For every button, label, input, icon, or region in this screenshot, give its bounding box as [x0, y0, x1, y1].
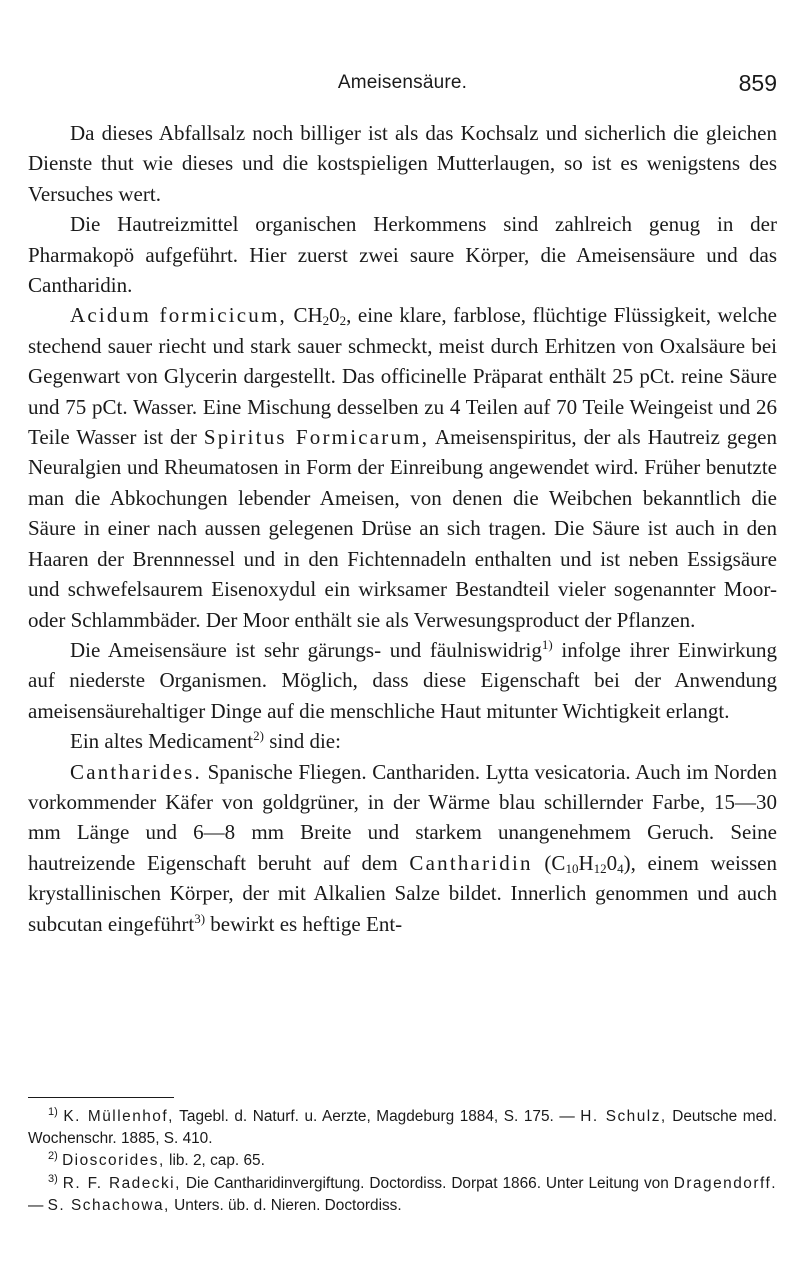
footnote-author: H. Schulz, — [580, 1108, 667, 1125]
formula-part: ), — [623, 850, 636, 875]
footnote-author: Dioscorides, — [62, 1152, 165, 1170]
footnote-reference[interactable]: 3) — [194, 910, 206, 926]
footnote-1 — [28, 1106, 777, 1150]
paragraph-text: Die Ameisensäure ist sehr gärungs- und fäulniswidrig — [70, 637, 542, 662]
running-title: Ameisensäure. — [337, 72, 468, 93]
book-page — [28, 0, 777, 1271]
drug-name-spiritus-formicarum: Spiritus Formicarum, — [203, 425, 430, 450]
formula-subscript: 2 — [322, 313, 330, 329]
formula-subscript: 4 — [617, 860, 624, 876]
footnote-text: Tagebl. d. Naturf. u. Aerzte, Magdeburg 1884, S. 175. — — [173, 1108, 581, 1125]
footnote-text: Deutsche med. Wochenschr. 1885, S. 410. — [28, 1108, 777, 1148]
footnote-author: S. Schachowa, — [47, 1196, 170, 1214]
footnote-marker-label: 2) — [48, 1150, 58, 1163]
footnote-reference[interactable]: 2) — [253, 728, 264, 744]
paragraph-text: Ein altes Medicament — [70, 729, 254, 754]
paragraph-text: Die Hautreizmittel organischen Herkommens sind zahlreich genug in der Pharmakopö aufgeführt. Hier zuerst zwei saure Körper, die Ameisensäure und das Cantharidin. — [28, 212, 777, 298]
paragraph-text: einem weissen krystallinischen Körper, der mit Alkalien Salze bildet. Innerlich genommen und auch subcutan eingeführt — [28, 850, 778, 936]
footnote-text: Die Cantharidinvergiftung. Doctordiss. Dorpat 1866. Unter Leitung von — [180, 1174, 674, 1192]
footnote-author: K. Müllenhof, — [63, 1108, 174, 1125]
footnote-divider — [28, 1097, 174, 1098]
paragraph-text: , eine klare, farblose, flüchtige Flüssigkeit, welche stechend sauer riecht und stark sauer schmeckt, meist durch Erhitzen von Oxalsäure bei Gegenwart von Glycerin dargestellt. Das officinelle Präparat enthält 25 pCt. reine Säure und 75 pCt. Wasser. Eine Mischung desselben zu 4 Teilen auf 70 Teile Weingeist und 26 Teile Wasser ist der — [28, 303, 777, 450]
footnote-text: Unters. üb. d. Nieren. Doctordiss. — [169, 1196, 402, 1214]
footnote-text: — — [28, 1196, 48, 1214]
footnote-text: lib. 2, cap. 65. — [164, 1152, 265, 1170]
footnote-2 — [28, 1150, 777, 1172]
paragraph-text: infolge ihrer Einwirkung auf niederste Organismen. Möglich, dass diese Eigenschaft bei der Anwendung ameisensäurehaltiger Dinge auf die menschliche Haut mitunter Wichtigkeit erlangt. — [28, 637, 777, 723]
drug-name-acidum-formicicum: Acidum formicicum, — [70, 303, 287, 328]
formula-subscript: 12 — [593, 860, 607, 876]
paragraph-text: Da dieses Abfallsalz noch billiger ist als das Kochsalz und sicherlich die gleichen Dienste thut wie dieses und die kostspieligen Mutterlaugen, so ist es wenigstens des Versuches wert. — [28, 121, 777, 206]
footnote-reference[interactable]: 1) — [541, 636, 553, 652]
formula-part: CH — [293, 303, 323, 328]
paragraph-cantharides — [28, 757, 777, 939]
footnote-marker — [48, 1108, 58, 1125]
paragraph-abfallsalz — [28, 118, 777, 209]
formula-part: 0 — [606, 850, 618, 875]
substance-name-cantharidin: Cantharidin — [409, 850, 533, 875]
paragraph-text: sind die: — [263, 729, 341, 754]
paragraph-hautreizmittel — [28, 209, 777, 300]
paragraph-text: Spanische Fliegen. Canthariden. Lytta vesicatoria. Auch im Norden vorkommender Käfer von goldgrüner, in der Wärme blau schillernder Farbe, 15—30 mm Länge und 6—8 mm Breite und starkem unangenehmem Geruch. Seine hautreizende Eigenschaft beruht auf dem — [28, 759, 777, 875]
formula-subscript: 2 — [339, 313, 347, 329]
footnote-marker-label: 3) — [48, 1172, 58, 1185]
formula-subscript: 10 — [565, 860, 579, 876]
formula-part: H — [578, 850, 594, 875]
footnote-marker — [48, 1152, 58, 1169]
footnote-marker — [48, 1172, 58, 1192]
paragraph-altes-medicament — [28, 726, 777, 756]
paragraph-acidum-formicicum — [28, 300, 777, 634]
formula-part: 0 — [329, 303, 340, 328]
drug-name-cantharides: Cantharides. — [70, 759, 202, 784]
paragraph-text: bewirkt es heftige Ent- — [205, 911, 403, 936]
body-text — [28, 118, 777, 939]
formula-part: (C — [532, 850, 566, 875]
footnote-3 — [28, 1173, 777, 1217]
footnote-author: R. F. Radecki, — [62, 1174, 181, 1192]
chemical-formula — [293, 303, 346, 327]
footnote-author: Dragendorff. — [673, 1174, 777, 1192]
footnotes — [28, 1106, 777, 1217]
paragraph-text: Ameisenspiritus, der als Hautreiz gegen Neuralgien und Rheumatosen in Form der Einreibung angewendet wird. Früher benutzte man die Abkochungen lebender Ameisen, von denen die Weibchen bekanntlich die Säure in einer nach aussen gelegenen Drüse an sich tragen. Die Säure ist auch in den Haaren der Brennnessel und in den Fichtennadeln enthalten und ist neben Essigsäure und schwefelsaurem Eisenoxydul ein wirksamer Bestandteil vieler sogenannter Moor- oder Schlammbäder. Der Moor enthält sie als Verwesungsproduct der Pflanzen. — [28, 425, 777, 632]
page-number: 859 — [738, 70, 777, 96]
chemical-formula — [533, 851, 636, 875]
paragraph-gaerungswidrig — [28, 635, 777, 726]
footnote-marker-label: 1) — [48, 1106, 58, 1118]
running-header — [28, 72, 777, 98]
